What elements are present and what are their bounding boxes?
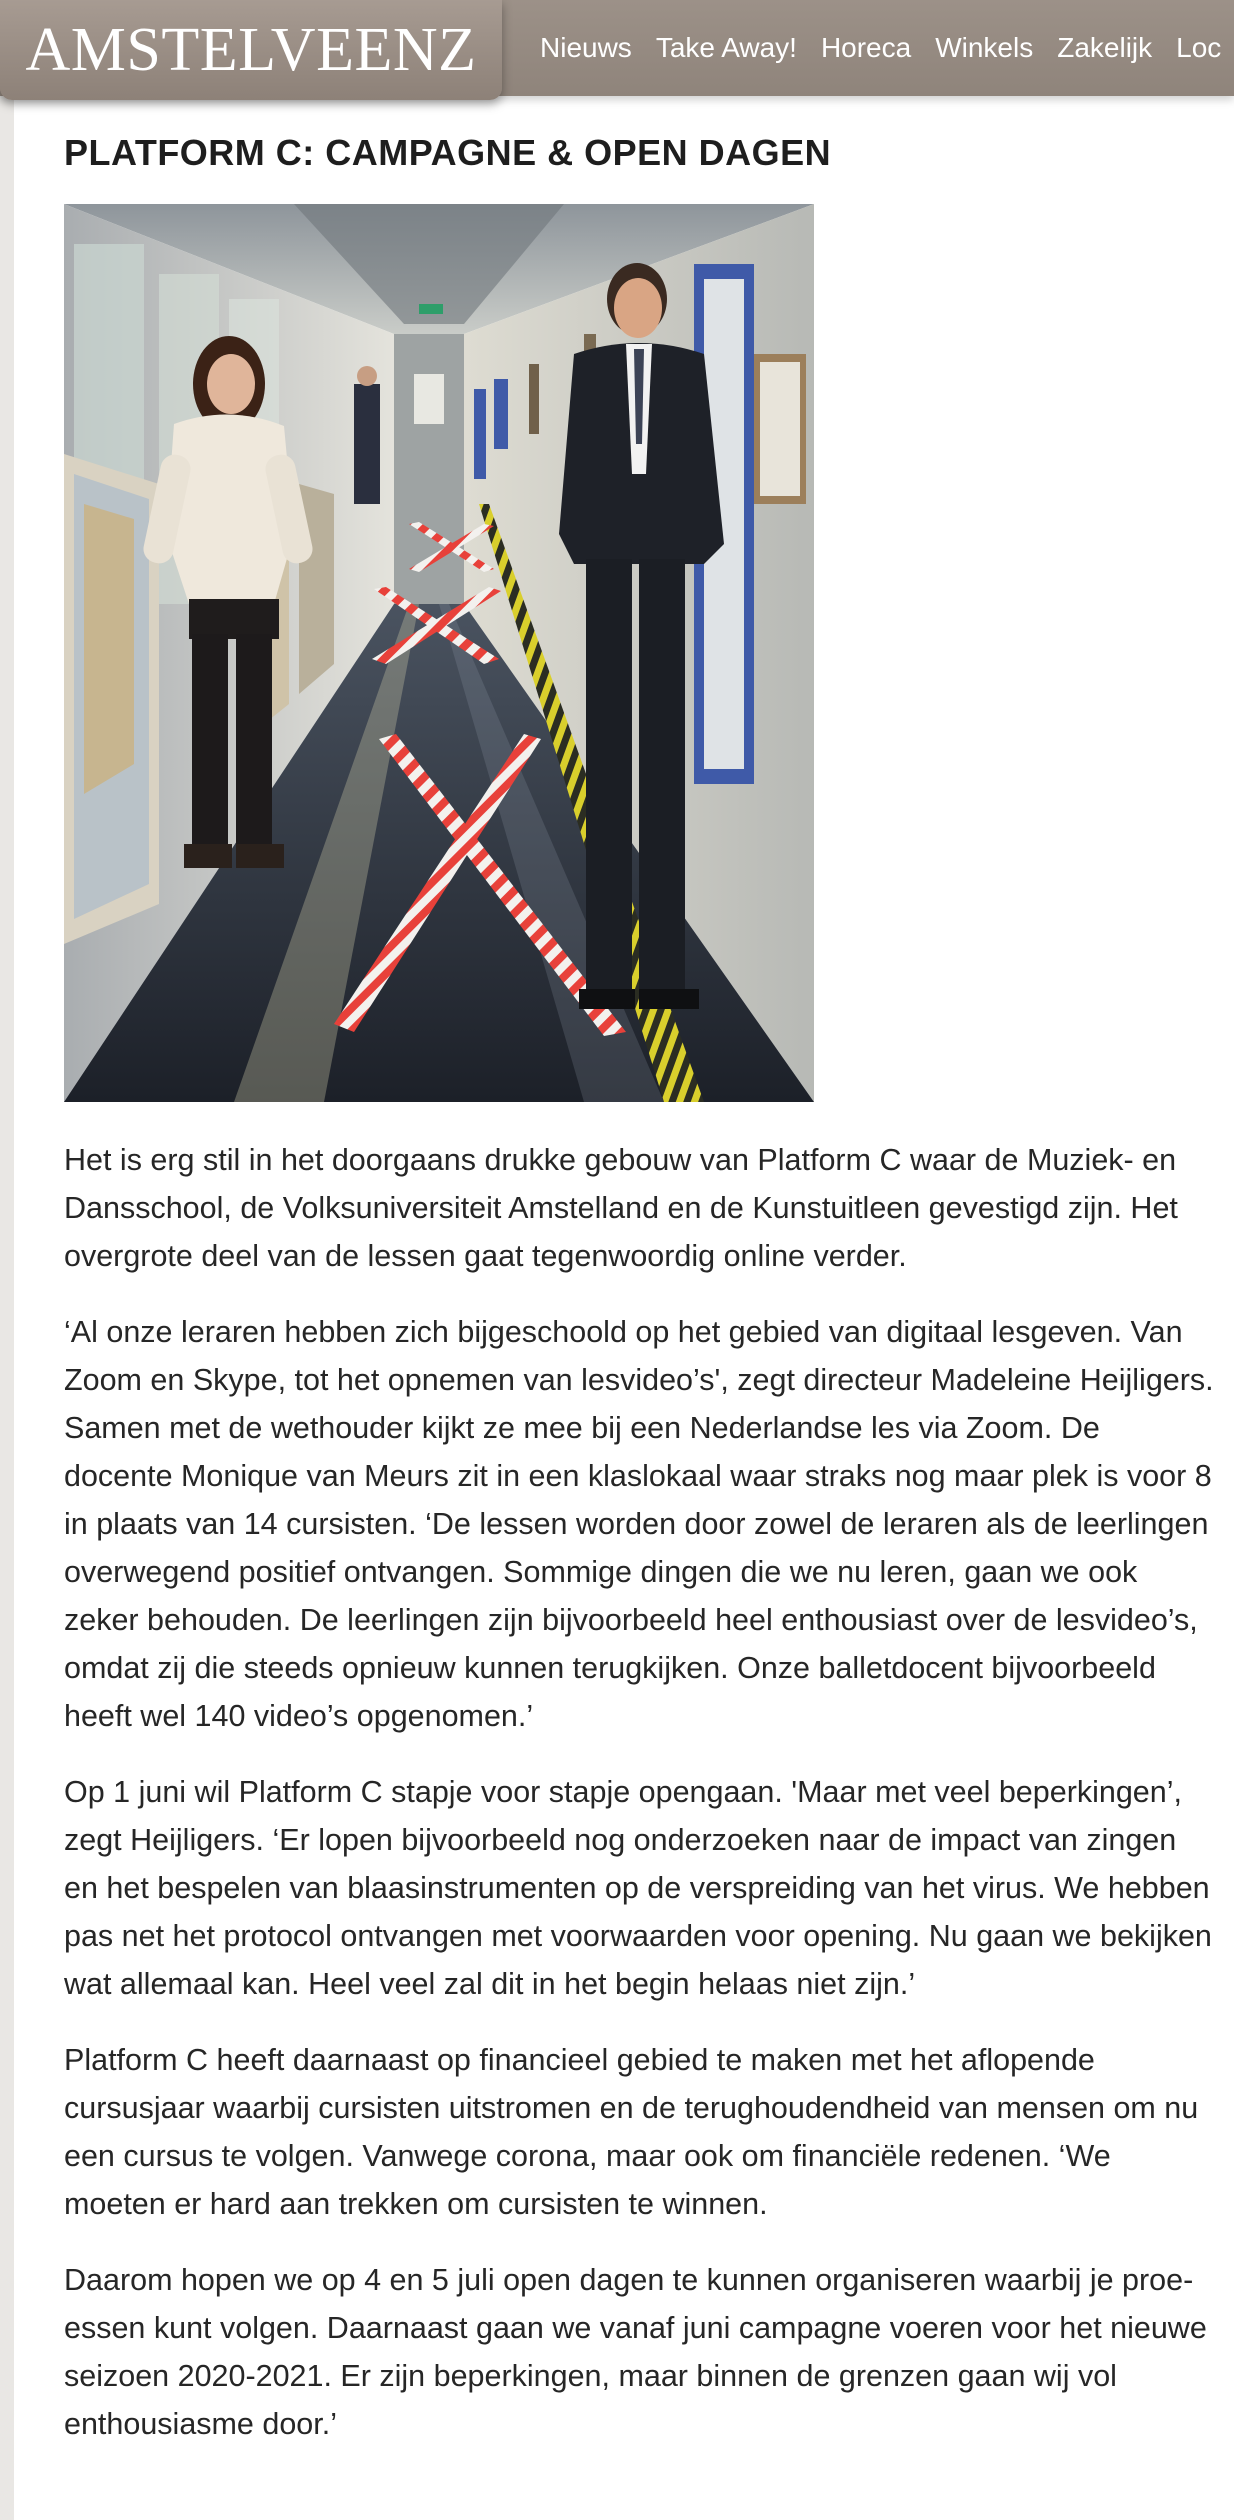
nav-item-nieuws[interactable]: Nieuws: [540, 32, 632, 63]
site-header: [0, 0, 1234, 96]
article-title: PLATFORM C: CAMPAGNE & OPEN DAGEN: [64, 132, 832, 173]
article-header: [64, 132, 1214, 174]
main-nav: [540, 0, 1234, 96]
article-paragraph: ‘Al onze leraren hebben zich bijgeschoold op het gebied van digitaal lesgeven. Van Zoom en Skype, tot het opnemen van lesvideo’s', zegt directeur Madeleine Heijligers. Samen met de wethouder kijkt ze mee bij een Nederlandse les via Zoom. De docente Monique van Meurs zit in een klaslokaal waar straks nog maar plek is voor 8 in plaats van 14 cursisten. ‘De lessen worden door zowel de leraren als de leerlingen overwegend positief ontvangen. Sommige dingen die we nu leren, gaan we ook zeker behouden. De leerlingen zijn bijvoorbeeld heel enthousiast over de lesvideo’s, omdat zij die steeds opnieuw kunnen terugkijken. Onze balletdocent bijvoorbeeld heeft wel 140 video’s opgenomen.’: [64, 1315, 1214, 1733]
nav-item-take-away[interactable]: Take Away!: [655, 32, 797, 63]
article-paragraph: Daarom hopen we op 4 en 5 juli open dagen te kunnen organiseren waarbij je proe- essen kunt volgen. Daarnaast gaan we vanaf juni campagne voeren voor het nieuwe seizoen 2020-2021. Er zijn beperkingen, maar binnen de grenzen gaan wij vol enthousiasme door.’: [64, 2263, 1207, 2441]
left-rail: [0, 0, 14, 2520]
logo-text: AMSTELVEENZ: [25, 16, 477, 84]
article-body: [64, 1136, 1214, 2476]
article-paragraph: Op 1 juni wil Platform C stapje voor stapje opengaan. 'Maar met veel beperkingen’, zegt Heijligers. ‘Er lopen bijvoorbeeld nog onderzoeken naar de impact van zingen en het bespelen van blaasinstrumenten op de verspreiding van het virus. We hebben pas net het protocol ontvangen met voorwaarden voor opening. Nu gaan we bekijken wat allemaal kan. Heel veel zal dit in het begin helaas niet zijn.’: [64, 1775, 1212, 2001]
nav-item-zakelijk[interactable]: Zakelijk: [1057, 32, 1153, 63]
nav-item-loc[interactable]: Loc: [1176, 32, 1222, 63]
nav-item-horeca[interactable]: Horeca: [820, 32, 912, 63]
article-photo: [64, 204, 814, 1102]
site-logo[interactable]: [0, 0, 502, 100]
nav-item-winkels[interactable]: Winkels: [935, 32, 1034, 63]
article-paragraph: Het is erg stil in het doorgaans drukke gebouw van Platform C waar de Muziek- en Dansschool, de Volksuniversiteit Amstelland en de Kunstuitleen gevestigd zijn. Het overgrote deel van de lessen gaat tegenwoordig online verder.: [64, 1143, 1178, 1273]
article-paragraph: Platform C heeft daarnaast op financieel gebied te maken met het aflopende cursusjaar waarbij cursisten uitstromen en de terughoudendheid van mensen om nu een cursus te volgen. Vanwege corona, maar ook om financiële redenen. ‘We moeten er hard aan trekken om cursisten te winnen.: [64, 2043, 1199, 2221]
